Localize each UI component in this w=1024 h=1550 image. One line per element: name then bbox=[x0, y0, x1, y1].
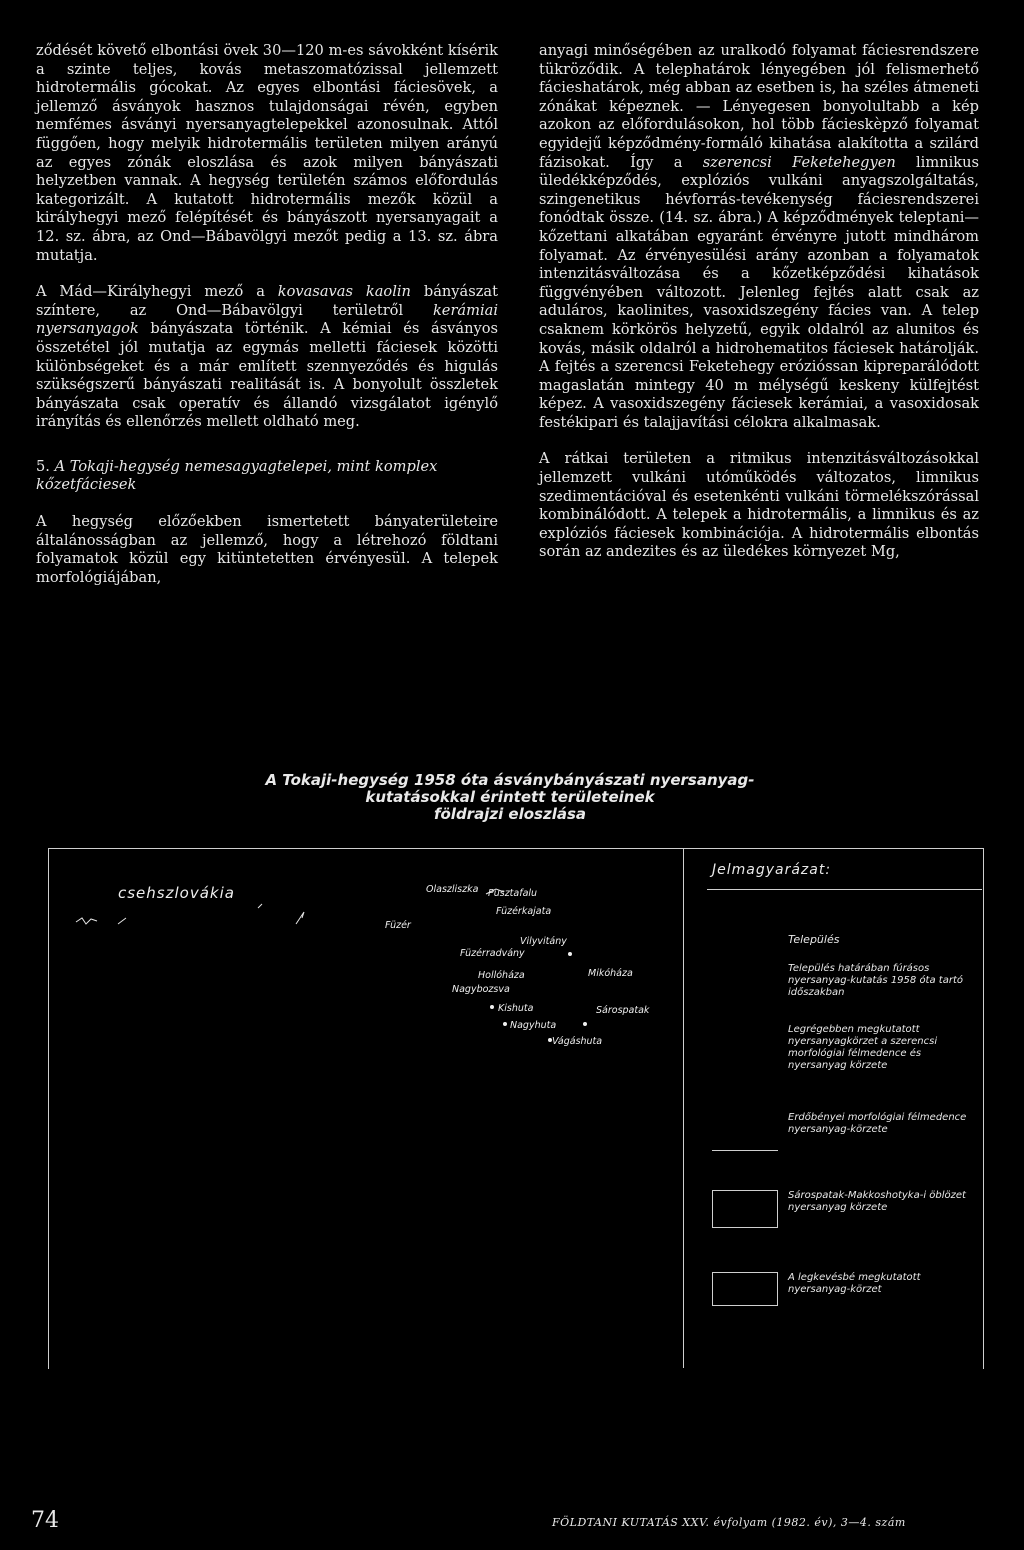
place-sarospatak: Sárospatak bbox=[596, 1005, 650, 1016]
legend-sarospatak-swatch bbox=[712, 1190, 778, 1228]
country-label: csehszlovákia bbox=[118, 884, 235, 902]
right-p1-text-b: limnikus üledékképződés, explóziós vulkáni anyagszolgáltatás, szingenetikus hévforrás-tevékenység fáciesrendszerei fonódtak össze. (14. sz. ábra.) A képződmények teleptani— kőzettani alkatában egyaránt érvényre jutott mindhárom folyamat. Az érvényesülési arány azonban a folyamatok intenzitásváltozása és a kőzetképződési kihatások függvényében változott. Jelenleg fejtés alatt csak az aduláros, kaolinites, vasoxidszegény fácies van. A telep csaknem körkörös helyzetű, egyik oldalról az alunitos és kovás, másik oldalról a hidrohematitos fáciesek határolják. A fejtés a szerencsi Feketehegy erózióssan kipreparálódott magaslatán mintegy 40 m mélységű keskeny külfejtést képez. A vasoxidszegény fáciesek kerámiai, a vasoxidosak festékipari és talajjavítási célokra alkalmasak. bbox=[539, 153, 979, 431]
place-fuzerradvany: Füzérradvány bbox=[460, 948, 525, 959]
right-column bbox=[539, 42, 979, 562]
place-kishuta: Kishuta bbox=[498, 1003, 534, 1014]
map-title-line-2: kutatásokkal érintett területeinek bbox=[365, 788, 655, 806]
map-area bbox=[48, 848, 683, 1368]
legend-erdobenye: Erdőbényei morfológiai félmedence nyersanyag-körzete bbox=[788, 1112, 967, 1135]
left-column bbox=[36, 42, 498, 587]
left-paragraph-1: ződését követő elbontási övek 30—120 m-es sávokként kísérik a szinte teljes, kovás metaszomatózissal jellemzett hidrotermális gócokat. Az egyes elbontási fáciesövek, a jellemző ásványok hasznos tulajdonságai révén, egyben nemfémes ásványi nyersanyagtelepekkel azonosulnak. Attól függően, hogy melyik hidrotermális területen milyen arányú az egyes zónák eloszlása és azok milyen bányászati helyzetben vannak. A hegység területén számos előfordulás kategorizált. A kutatott hidrotermális mezők közül a királyhegyi mező felépítését és bányászott nyersanyagait a 12. sz. ábra, az Ond—Bábavölgyi mezőt pedig a 13. sz. ábra mutatja. bbox=[36, 42, 498, 264]
place-fuzer: Füzér bbox=[385, 920, 411, 931]
right-paragraph-1 bbox=[539, 42, 979, 432]
right-p1-italic: szerencsi Feketehegyen bbox=[702, 153, 896, 171]
section-number: 5. bbox=[36, 457, 50, 475]
place-nagybozsva: Nagybozsva bbox=[452, 984, 510, 995]
place-mikohaza: Mikóháza bbox=[588, 968, 633, 979]
right-p1-text-a: anyagi minőségében az uralkodó folyamat fáciesrendszere tükröződik. A telephatárok lényegében jól felismerhető fácieshatárok, még abban az esetben is, ha széles átmeneti zónákat képeznek. — Lényegesen bonyolultabb a kép azokon az előfordulásokon, hol több fácieskèpző folyamat egyidejű képződmény-formáló kihatása alakította a szilárd fázisokat. Így a bbox=[539, 42, 979, 171]
left-p2-text-b: bányászat színtere, az Ond—Bábavölgyi területről bbox=[36, 283, 498, 319]
settlement-dot bbox=[490, 1005, 494, 1009]
place-hollohaza: Hollóháza bbox=[478, 970, 525, 981]
page-number: 74 bbox=[31, 1508, 59, 1533]
left-p2-text-a: A Mád—Királyhegyi mező a bbox=[36, 283, 278, 301]
legend-erdobenye-swatch bbox=[712, 1150, 778, 1151]
left-p2-italic-1: kovasavas kaolin bbox=[277, 283, 411, 301]
map-legend-divider bbox=[683, 848, 684, 1368]
legend-settlement: Település bbox=[788, 933, 840, 946]
place-olaszliszka: Olaszliszka bbox=[426, 884, 479, 895]
map-title bbox=[190, 772, 830, 823]
border-line-icon bbox=[48, 848, 683, 968]
legend-intensive: Legrégebben megkutatott nyersanyagkörzet a szerencsi morfológiai félmedence és nyersanyag körzete bbox=[788, 1024, 938, 1071]
legend-settlement-border: Település határában fúrásos nyersanyag-kutatás 1958 óta tartó időszakban bbox=[788, 963, 963, 998]
settlement-dot bbox=[548, 1038, 552, 1042]
right-paragraph-2: A rátkai területen a ritmikus intenzitásváltozásokkal jellemzett vulkáni utóműködés változatos, limnikus szedimentációval és esetenkénti vulkáni törmelékszórással kombinálódott. A telepek a hidrotermális, a limnikus és az explóziós fáciesek kombinációja. A hidrotermális elbontás során az andezites és az üledékes környezet Mg, bbox=[539, 450, 979, 561]
journal-footer: FÖLDTANI KUTATÁS XXV. évfolyam (1982. év), 3—4. szám bbox=[552, 1516, 906, 1529]
legend-title: Jelmagyarázat: bbox=[712, 862, 832, 878]
place-fuzerkajata: Füzérkajata bbox=[496, 906, 552, 917]
legend-sarospatak: Sárospatak-Makkoshotyka-i öblözet nyersanyag körzete bbox=[788, 1190, 966, 1213]
left-p2-italic-2: kerámiai nyersanyagok bbox=[36, 301, 498, 338]
section-heading bbox=[36, 458, 498, 495]
legend-least: A legkevésbé megkutatott nyersanyag-körzet bbox=[788, 1272, 921, 1295]
settlement-dot bbox=[583, 1022, 587, 1026]
settlement-dot bbox=[503, 1022, 507, 1026]
place-pusztafalu: Pusztafalu bbox=[488, 888, 538, 899]
left-paragraph-2 bbox=[36, 283, 498, 432]
legend-least-swatch bbox=[712, 1272, 778, 1306]
section-title: A Tokaji-hegység nemesagyagtelepei, mint komplex kőzetfáciesek bbox=[36, 457, 438, 494]
map-title-line-1: A Tokaji-hegység 1958 óta ásványbányászati nyersanyag- bbox=[265, 771, 755, 789]
map-title-line-3: földrajzi eloszlása bbox=[433, 805, 587, 823]
settlement-dot bbox=[568, 952, 572, 956]
place-vilyvitany: Vilyvitány bbox=[520, 936, 567, 947]
place-nagyhuta: Nagyhuta bbox=[510, 1020, 557, 1031]
legend-title-underline bbox=[707, 889, 982, 890]
left-paragraph-3: A hegység előzőekben ismertetett bányaterületeire általánosságban az jellemző, hogy a létrehozó földtani folyamatok közül egy kitüntetetten érvényesül. A telepek morfológiájában, bbox=[36, 513, 498, 586]
left-p2-text-c: bányászata történik. A kémiai és ásványos összetétel jól mutatja az egymás melletti fáciesek közötti különbségeket és a már említett szennyeződés és higulás szükségszerű bányászati realitását is. A bonyolult összletek bányászata csak operatív és állandó vizsgálatot igénylő irányítás és ellenőrzés mellett oldható meg. bbox=[36, 320, 498, 431]
place-vagashuta: Vágáshuta bbox=[552, 1036, 603, 1047]
